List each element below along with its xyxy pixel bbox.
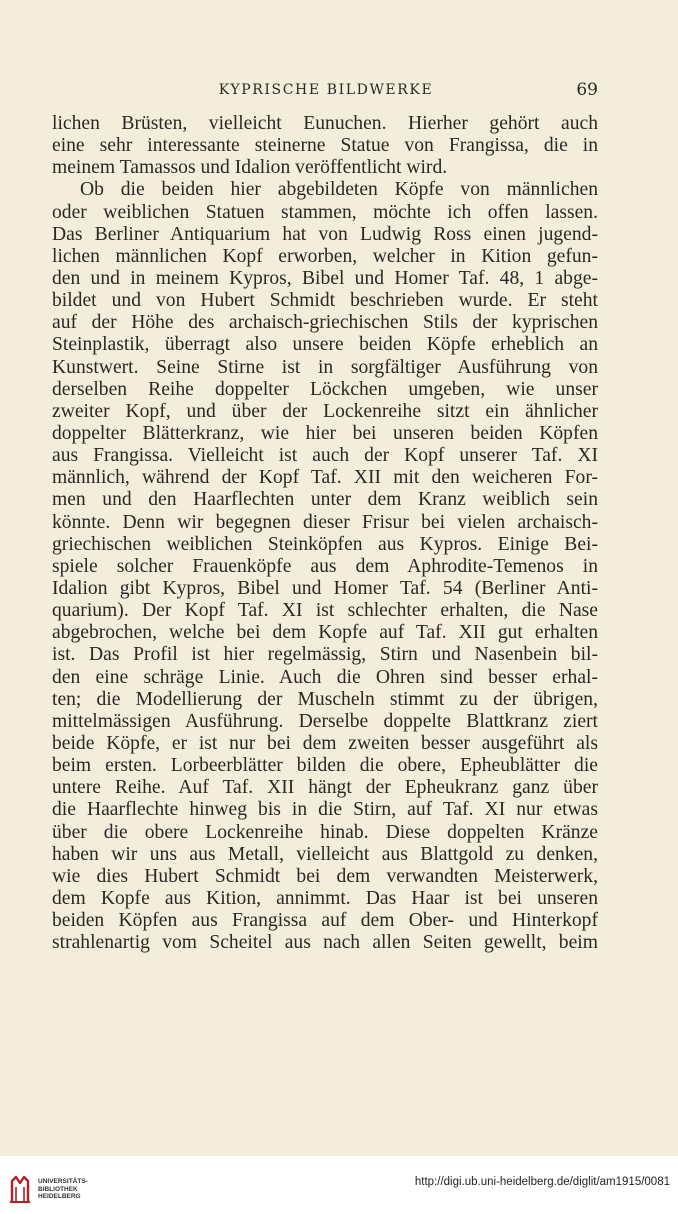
text-line: beiden Köpfen aus Frangissa auf dem Ober- und Hinterkopf (52, 910, 598, 932)
text-line: Kunstwert. Seine Stirne ist in sorgfältiger Ausführung von (52, 356, 598, 378)
text-line: lichen männlichen Kopf erworben, welcher in Kition gefun- (52, 245, 598, 267)
text-line: die Haarflechte hinweg bis in die Stirn, auf Taf. XI nur etwas (52, 799, 598, 821)
source-url-link[interactable]: http://digi.ub.uni-heidelberg.de/diglit/am1915/0081 (414, 1176, 670, 1188)
text-line: Das Berliner Antiquarium hat von Ludwig Ross einen jugend- (52, 223, 598, 245)
text-line: oder weiblichen Statuen stammen, möchte ich offen lassen. (52, 201, 598, 223)
text-line: zweiter Kopf, und über der Lockenreihe sitzt ein ähnlicher (52, 400, 598, 422)
text-line: lichen Brüsten, vielleicht Eunuchen. Hierher gehört auch (52, 113, 598, 134)
library-name-line: UNIVERSITÄTS- (38, 1178, 88, 1185)
text-line: haben wir uns aus Metall, vielleicht aus Blattgold zu denken, (52, 843, 598, 865)
text-line: meinem Tamassos und Idalion veröffentlicht wird. (52, 157, 448, 179)
text-line: doppelter Blätterkranz, wie hier bei unseren beiden Köpfen (52, 422, 598, 444)
text-line: abgebrochen, welche bei dem Kopfe auf Taf. XII gut erhalten (52, 622, 598, 644)
text-line: griechischen weiblichen Steinköpfen aus Kypros. Einige Bei- (52, 533, 598, 555)
page-number: 69 (576, 80, 598, 100)
text-line: aus Frangissa. Vielleicht ist auch der Kopf unserer Taf. XI (52, 445, 598, 467)
text-line: den eine schräge Linie. Auch die Ohren sind besser erhal- (52, 666, 598, 688)
running-head (52, 80, 600, 104)
library-name-line: HEIDELBERG (38, 1193, 81, 1200)
library-name (38, 1178, 88, 1201)
text-line: den und in meinem Kypros, Bibel und Homer Taf. 48, 1 abge- (52, 267, 598, 289)
text-line: ten; die Modellierung der Muscheln stimmt zu der übrigen, (52, 688, 598, 710)
text-line: Idalion gibt Kypros, Bibel und Homer Taf. 54 (Berliner Anti- (52, 577, 598, 599)
library-name-line: BIBLIOTHEK (38, 1185, 78, 1193)
text-line: wie dies Hubert Schmidt bei dem verwandten Meisterwerk, (52, 865, 598, 887)
library-seal-icon (8, 1173, 32, 1205)
running-title: KYPRISCHE BILDWERKE (218, 82, 434, 98)
text-line: strahlenartig vom Scheitel aus nach allen Seiten gewellt, beim (52, 932, 598, 954)
text-line: beide Köpfe, er ist nur bei dem zweiten besser ausgeführt als (52, 732, 598, 754)
text-line: beim ersten. Lorbeerblätter bilden die obere, Epheublätter die (52, 755, 598, 777)
text-line: Steinplastik, überragt also unsere beiden Köpfe erheblich an (52, 334, 598, 356)
text-line: ist. Das Profil ist hier regelmässig, Stirn und Nasenbein bil- (52, 644, 598, 666)
text-line: untere Reihe. Auf Taf. XII hängt der Epheukranz ganz über (52, 777, 598, 799)
text-line: Ob die beiden hier abgebildeten Köpfe von männlichen (80, 179, 598, 201)
text-line: über die obere Lockenreihe hinab. Diese doppelten Kränze (52, 821, 598, 843)
digitization-footer (0, 1156, 678, 1214)
text-line: spiele solcher Frauenköpfe aus dem Aphrodite-Temenos in (52, 555, 598, 577)
text-line: men und den Haarflechten unter dem Kranz weiblich sein (52, 489, 598, 511)
library-logo[interactable] (8, 1173, 138, 1205)
text-line: auf der Höhe des archaisch-griechischen Stils der kyprischen (52, 312, 598, 334)
text-line: mittelmässigen Ausführung. Derselbe doppelte Blattkranz ziert (52, 710, 598, 732)
body-text (52, 113, 598, 954)
text-line: dem Kopfe aus Kition, annimmt. Das Haar ist bei unseren (52, 887, 598, 909)
text-line: könnte. Denn wir begegnen dieser Frisur bei vielen archaisch- (52, 511, 598, 533)
text-line: eine sehr interessante steinerne Statue von Frangissa, die in (52, 135, 598, 157)
text-line: bildet und von Hubert Schmidt beschrieben wurde. Er steht (52, 290, 598, 312)
text-line: quarium). Der Kopf Taf. XI ist schlechter erhalten, die Nase (52, 600, 598, 622)
text-line: männlich, während der Kopf Taf. XII mit den weicheren For- (52, 467, 598, 489)
text-line: derselben Reihe doppelter Löckchen umgeben, wie unser (52, 378, 598, 400)
